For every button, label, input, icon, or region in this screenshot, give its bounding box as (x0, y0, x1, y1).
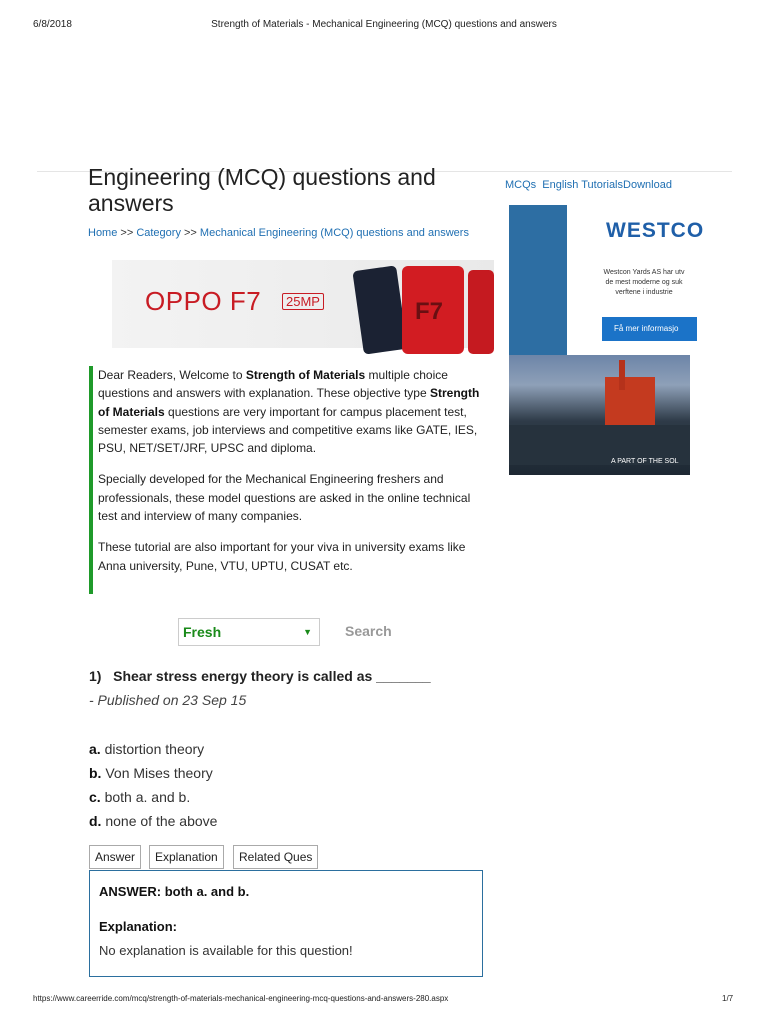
intro-box (89, 366, 488, 594)
westcon-photo (509, 355, 690, 475)
westcon-tagline: A PART OF THE SOL (611, 458, 679, 465)
search-button[interactable]: Search (345, 623, 392, 639)
explanation-label: Explanation: (99, 919, 178, 934)
page-title: Engineering (MCQ) questions and answers (88, 164, 436, 216)
answer-panel (89, 870, 483, 977)
question-heading: 1) Shear stress energy theory is called as _______ (89, 668, 431, 684)
oppo-ad-banner[interactable] (112, 260, 494, 348)
tab-related-questions[interactable]: Related Ques (233, 845, 318, 869)
answer-text: ANSWER: both a. and b. (99, 884, 250, 899)
westcon-ad[interactable] (509, 205, 705, 475)
westcon-logo: WESTCO (606, 219, 705, 242)
print-date: 6/8/2018 (33, 19, 72, 30)
explanation-text: No explanation is available for this question! (99, 943, 353, 958)
tab-answer[interactable]: Answer (89, 845, 141, 869)
phone-image-dark (352, 265, 407, 354)
phone-image-red (402, 266, 464, 354)
print-page-number: 1/7 (722, 994, 734, 1003)
side-nav-download-link[interactable]: Download (623, 179, 672, 191)
breadcrumb-current-link[interactable]: Mechanical Engineering (MCQ) questions and answers (199, 227, 469, 239)
oppo-ad-brand: OPPO F7 (145, 286, 262, 316)
side-nav (505, 179, 672, 191)
westcon-cta-button[interactable]: Få mer informasjo (602, 317, 697, 341)
side-nav-mcqs-link[interactable]: MCQs (505, 179, 537, 191)
side-nav-english-link[interactable]: English Tutorials (542, 179, 624, 191)
westcon-text: Westcon Yards AS har utv de mest moderne og suk verftene i industrie (603, 269, 685, 296)
breadcrumb-category-link[interactable]: Category (136, 227, 181, 239)
intro-paragraph-1: Dear Readers, Welcome to Strength of Materials multiple choice questions and answers with explanation. These objective type Strength of Materials questions are very important for campus placement test, semester exams, job interviews and competitive exams like GATE, IES, PSU, NET/SET/JRF, UPSC and diploma. (98, 368, 480, 456)
option-d: d. none of the above (89, 813, 218, 829)
level-select-value: Fresh (183, 624, 222, 640)
print-page-title: Strength of Materials - Mechanical Engineering (MCQ) questions and answers (211, 19, 557, 30)
westcon-blue-panel (509, 205, 567, 355)
breadcrumb-home-link[interactable]: Home (88, 227, 118, 239)
phone-label: F7 (415, 298, 444, 325)
intro-paragraph-2: Specially developed for the Mechanical Engineering freshers and professionals, these model questions are asked in the online technical test and interview of many companies. (98, 472, 471, 524)
option-a: a. distortion theory (89, 741, 205, 757)
phone-image-back (468, 270, 494, 354)
option-c: c. both a. and b. (89, 789, 191, 805)
option-b: b. Von Mises theory (89, 765, 213, 781)
breadcrumb: Home >> Category >> Mechanical Engineering (MCQ) questions and answers (88, 227, 469, 239)
tab-explanation[interactable]: Explanation (149, 845, 224, 869)
print-url: https://www.careerride.com/mcq/strength-of-materials-mechanical-engineering-mcq-questions-and-answers-280.aspx (33, 994, 449, 1003)
chevron-down-icon: ▼ (303, 627, 312, 637)
intro-paragraph-3: These tutorial are also important for your viva in university exams like Anna university, Pune, VTU, UPTU, CUSAT etc. (98, 540, 466, 573)
level-select[interactable] (178, 618, 320, 646)
published-date: - Published on 23 Sep 15 (89, 692, 247, 708)
oppo-ad-badge: 25MP (282, 293, 324, 310)
